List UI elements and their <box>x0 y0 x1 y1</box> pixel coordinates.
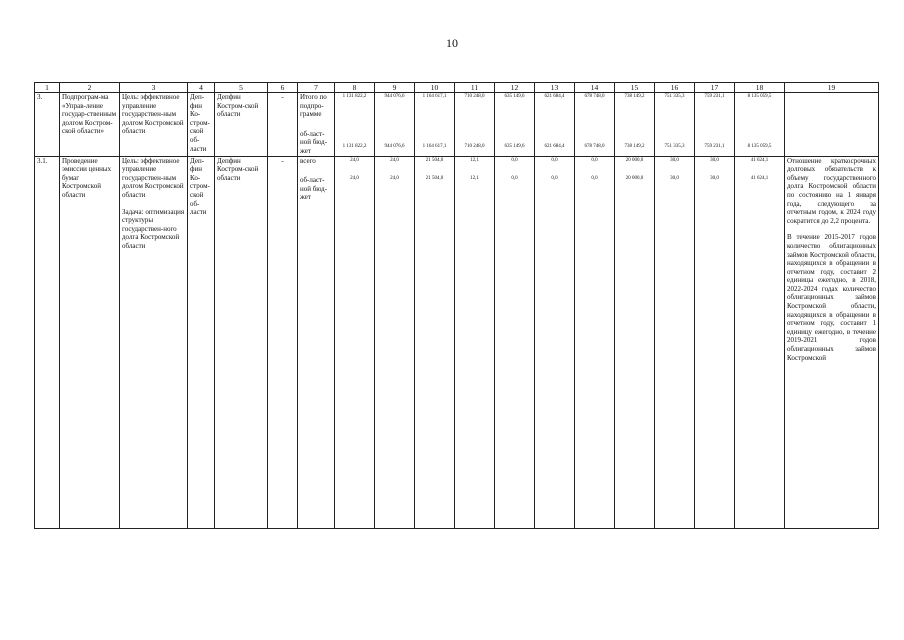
value-cell: 0,0 0,0 <box>575 156 615 528</box>
column-number: 10 <box>415 83 455 93</box>
value-cell: 0,0 0,0 <box>495 156 535 528</box>
column-number: 6 <box>268 83 298 93</box>
total-cell: 8 135 059,5 8 135 059,5 <box>735 93 785 157</box>
measure-goal: Цель: эффективное управление государствен-ным долгом Костромской области <box>122 156 184 199</box>
value-cell: 21 504,0 21 504,0 <box>415 156 455 528</box>
value-cell: 1 164 617,1 1 164 617,1 <box>415 93 455 157</box>
value-cell: 12,1 12,1 <box>455 156 495 528</box>
indicator-cell <box>785 156 879 528</box>
value-cell: 0,0 0,0 <box>535 156 575 528</box>
row-number: 3.1. <box>35 156 60 528</box>
executor-short: Деп-фин Ко-стром-ской об-ласти <box>188 93 215 157</box>
value-cell: 20 000,0 20 000,0 <box>615 156 655 528</box>
funding-source <box>298 93 335 157</box>
value-cell: 635 149,6 635 149,6 <box>495 93 535 157</box>
column-number: 16 <box>655 83 695 93</box>
column-number: 3 <box>120 83 188 93</box>
column-number: 7 <box>298 83 335 93</box>
header-row <box>35 83 879 93</box>
column-number: 15 <box>615 83 655 93</box>
column-number: 4 <box>188 83 215 93</box>
value-cell: 24,0 24,0 <box>375 156 415 528</box>
funding-source <box>298 156 335 528</box>
value-cell: 30,0 30,0 <box>655 156 695 528</box>
value-cell: 621 684,4 621 684,4 <box>535 93 575 157</box>
value-cell: 678 748,0 678 748,0 <box>575 93 615 157</box>
column-number: 12 <box>495 83 535 93</box>
column-number: 13 <box>535 83 575 93</box>
row-number: 3. <box>35 93 60 157</box>
budget-table <box>34 82 879 529</box>
executor: Депфин Костром-ской области <box>215 93 268 157</box>
dash-cell: - <box>268 156 298 528</box>
source-main: Итого по подпро-грамме <box>300 93 327 119</box>
column-number: 8 <box>335 83 375 93</box>
value-cell: 738 149,2 738 149,2 <box>615 93 655 157</box>
indicator-cell <box>785 93 879 157</box>
column-number: 17 <box>695 83 735 93</box>
page-number: 10 <box>446 36 458 50</box>
value-cell: 30,0 30,0 <box>695 156 735 528</box>
column-number: 5 <box>215 83 268 93</box>
value-cell: 24,0 24,0 <box>335 156 375 528</box>
column-number: 18 <box>735 83 785 93</box>
indicator-text: Отношение краткосрочных долговых обязательств к объему государственного долга Костромской области по состоянию на 1 января года, следующего за отчетным годом, к 2024 году сократится до 2,2 процента. <box>787 156 876 225</box>
column-number: 19 <box>785 83 879 93</box>
table-row <box>35 156 879 528</box>
column-number: 9 <box>375 83 415 93</box>
program-goal: Цель: эффективное управление государствен-ным долгом Костромской области <box>120 93 188 157</box>
value-cell: 710 248,0 710 248,0 <box>455 93 495 157</box>
value-cell: 944 076,6 944 076,6 <box>375 93 415 157</box>
total-cell: 41 624,1 41 624,1 <box>735 156 785 528</box>
column-number: 1 <box>35 83 60 93</box>
source-sub: об-ласт-ной бюд-жет <box>300 176 328 202</box>
measure-goal-task <box>120 156 188 528</box>
measure-task: Задача: оптимизация структуры государствен-ного долга Костромской области <box>122 207 185 250</box>
dash-cell: - <box>268 93 298 157</box>
executor-short: Деп-фин Ко-стром-ской об-ласти <box>188 156 215 528</box>
measure-name: Проведение эмиссии ценных бумаг Костромской области <box>60 156 120 528</box>
value-cell: 751 335,3 751 335,3 <box>655 93 695 157</box>
column-number: 14 <box>575 83 615 93</box>
value-cell: 759 231,1 759 231,1 <box>695 93 735 157</box>
indicator-text-2: В течение 2015-2017 годов количество облигационных займов Костромской области, находящихся в обращении в отчетном году, составит 2 единицы ежегодно, в 2018, 2022-2024 годах количество облигационных займов Костромской области, находящихся в обращении в отчетном году, составит 1 единицу ежегодно, в течение 2019-2021 годов облигационных займов Костромской <box>787 233 876 362</box>
source-main: всего <box>300 156 316 165</box>
table-row <box>35 93 879 157</box>
column-number: 11 <box>455 83 495 93</box>
executor: Депфин Костром-ской области <box>215 156 268 528</box>
program-name: Подпрограм-ма «Управ-ление государ-ственным долгом Костром-ской области» <box>60 93 120 157</box>
source-sub: об-ласт-ной бюд-жет <box>300 129 328 155</box>
value-cell: 1 131 822,2 1 131 822,2 <box>335 93 375 157</box>
column-number: 2 <box>60 83 120 93</box>
